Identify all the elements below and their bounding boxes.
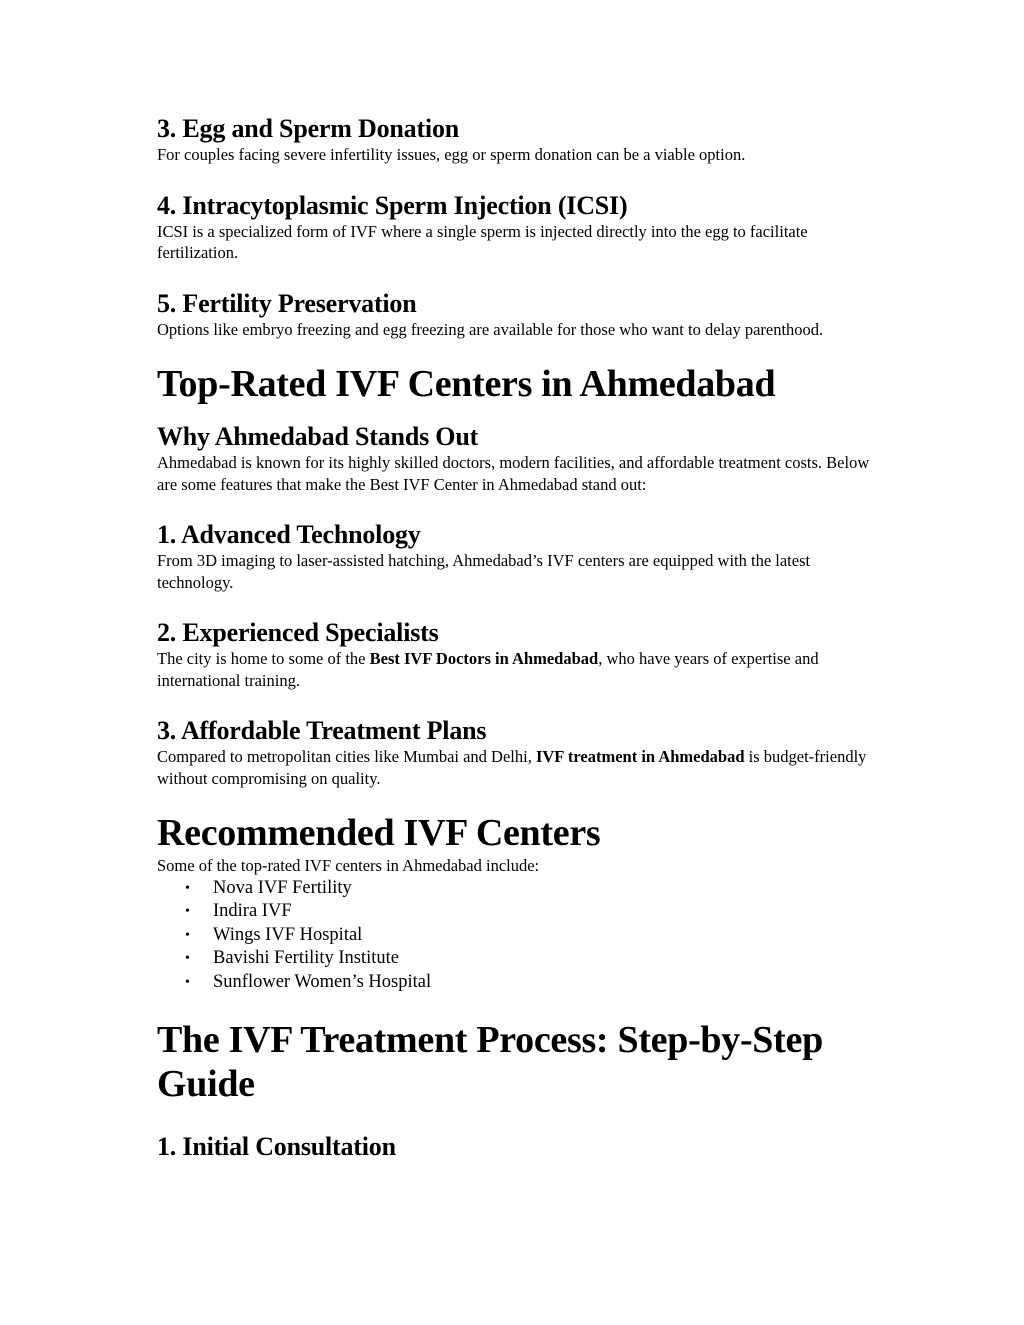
- heading-ivf-process: The IVF Treatment Process: Step-by-Step Guide: [157, 1019, 823, 1105]
- list-item: • Nova IVF Fertility: [157, 877, 877, 901]
- list-item: • Indira IVF: [157, 900, 877, 924]
- heading-why-ahmedabad: Why Ahmedabad Stands Out: [157, 422, 479, 451]
- recommended-centers-list: [157, 877, 877, 995]
- text-experienced-after: , who have years of expertise and international training.: [157, 649, 819, 690]
- text-ivf-treatment-ahmedabad: IVF treatment in Ahmedabad: [535, 747, 745, 766]
- list-item: • Bavishi Fertility Institute: [157, 947, 877, 971]
- section-heading-fertility-preservation: 5. Fertility Preservation: [157, 288, 417, 318]
- heading-top-rated-centers: Top-Rated IVF Centers in Ahmedabad: [157, 363, 776, 405]
- section-heading-icsi: 4. Intracytoplasmic Sperm Injection (ICSI): [157, 190, 628, 220]
- heading-advanced-technology: 1. Advanced Technology: [157, 520, 421, 549]
- heading-affordable-plans: 3. Affordable Treatment Plans: [157, 716, 487, 745]
- section-text-fertility-preservation: Options like embryo freezing and egg freezing are available for those who want to delay parenthood.: [157, 319, 824, 339]
- text-affordable-before: Compared to metropolitan cities like Mumbai and Delhi,: [157, 747, 536, 766]
- text-experienced-before: The city is home to some of the: [157, 649, 370, 668]
- text-affordable-after: is budget-friendly without compromising on quality.: [157, 747, 867, 788]
- list-item: • Sunflower Women’s Hospital: [157, 971, 877, 995]
- text-why-ahmedabad: Ahmedabad is known for its highly skilled doctors, modern facilities, and affordable treatment costs. Below are some features that make the Best IVF Center in Ahmedabad stand out:: [157, 453, 870, 494]
- heading-initial-consultation: 1. Initial Consultation: [157, 1132, 396, 1161]
- text-recommended-intro: Some of the top-rated IVF centers in Ahmedabad include:: [157, 856, 540, 875]
- heading-experienced-specialists: 2. Experienced Specialists: [157, 618, 439, 647]
- heading-recommended-centers: Recommended IVF Centers: [157, 812, 601, 854]
- section-heading-egg-sperm-donation: 3. Egg and Sperm Donation: [157, 114, 459, 143]
- section-text-egg-sperm-donation: For couples facing severe infertility issues, egg or sperm donation can be a viable option.: [157, 145, 746, 164]
- text-affordable-plans: [157, 746, 877, 789]
- section-text-icsi: ICSI is a specialized form of IVF where a single sperm is injected directly into the egg to facilitate fertilization.: [157, 221, 808, 262]
- text-advanced-technology: From 3D imaging to laser-assisted hatching, Ahmedabad’s IVF centers are equipped with the latest technology.: [157, 551, 811, 592]
- list-item: • Wings IVF Hospital: [157, 924, 877, 948]
- text-experienced-specialists: [157, 648, 877, 691]
- text-best-ivf-doctors: Best IVF Doctors in Ahmedabad: [369, 649, 599, 668]
- document-page: [157, 114, 877, 1162]
